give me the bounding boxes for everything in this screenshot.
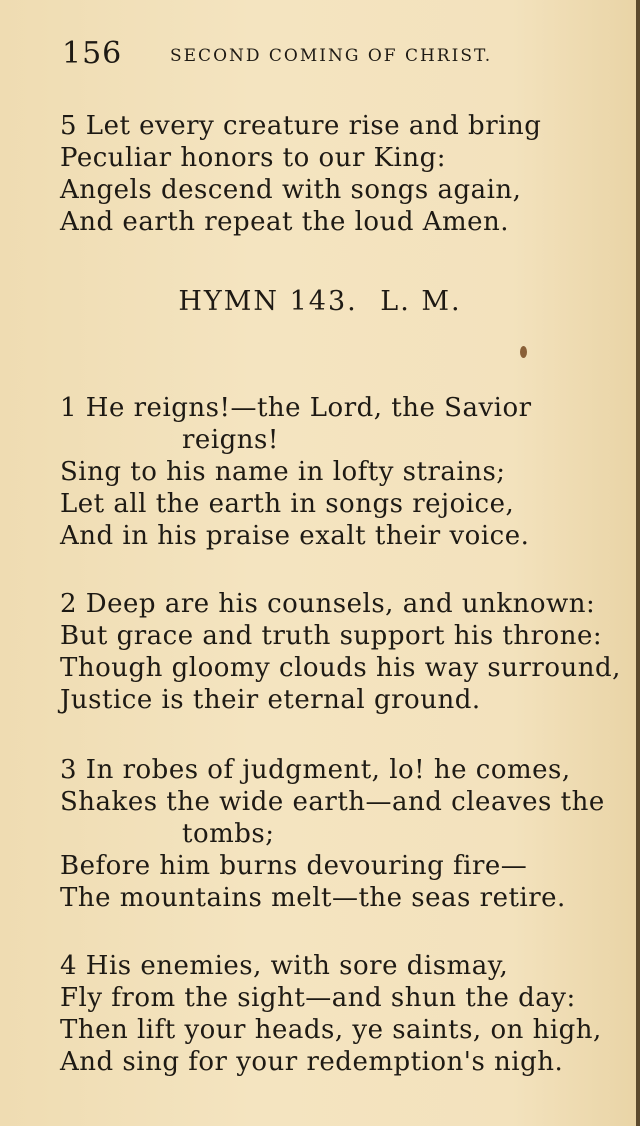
stanza-3 (60, 754, 635, 914)
verse-line: Shakes the wide earth—and cleaves the (60, 787, 605, 817)
page-edge (636, 0, 640, 1126)
verse-line: The mountains melt—the seas retire. (60, 883, 566, 913)
page-header (62, 36, 582, 76)
verse-line: And in his praise exalt their voice. (60, 521, 530, 551)
verse-line: And earth repeat the loud Amen. (60, 207, 510, 237)
verse-line-continuation: tombs; (182, 819, 275, 849)
verse-line: Though gloomy clouds his way surround, (60, 653, 621, 683)
verse-line: Peculiar honors to our King: (60, 143, 447, 173)
hymn-heading (0, 286, 640, 317)
verse-line: 2 Deep are his counsels, and unknown: (60, 589, 596, 619)
verse-line: Fly from the sight—and shun the day: (60, 983, 576, 1013)
stanza-1 (60, 392, 635, 552)
verse-line: Before him burns devouring fire— (60, 851, 528, 881)
verse-line: 1 He reigns!—the Lord, the Savior (60, 393, 532, 423)
stanza-2 (60, 588, 635, 716)
verse-line: Justice is their eternal ground. (60, 685, 481, 715)
verse-line: And sing for your redemption's nigh. (60, 1047, 564, 1077)
verse-line: But grace and truth support his throne: (60, 621, 603, 651)
stanza-5 (60, 110, 635, 238)
verse-line: Angels descend with songs again, (60, 175, 522, 205)
verse-line-continuation: reigns! (182, 425, 279, 455)
verse-line: 4 His enemies, with sore dismay, (60, 951, 509, 981)
verse-line: Then lift your heads, ye saints, on high, (60, 1015, 602, 1045)
stanza-4 (60, 950, 635, 1078)
verse-line: Sing to his name in lofty strains; (60, 457, 506, 487)
page-number: 156 (62, 36, 123, 71)
hymn-meter: L. M. (380, 286, 462, 317)
hymn-title: HYMN 143. (178, 286, 358, 317)
verse-line: 3 In robes of judgment, lo! he comes, (60, 755, 571, 785)
verse-line: 5 Let every creature rise and bring (60, 111, 542, 141)
ink-blot (520, 346, 527, 358)
verse-line: Let all the earth in songs rejoice, (60, 489, 515, 519)
running-title: SECOND COMING OF CHRIST. (170, 46, 493, 66)
